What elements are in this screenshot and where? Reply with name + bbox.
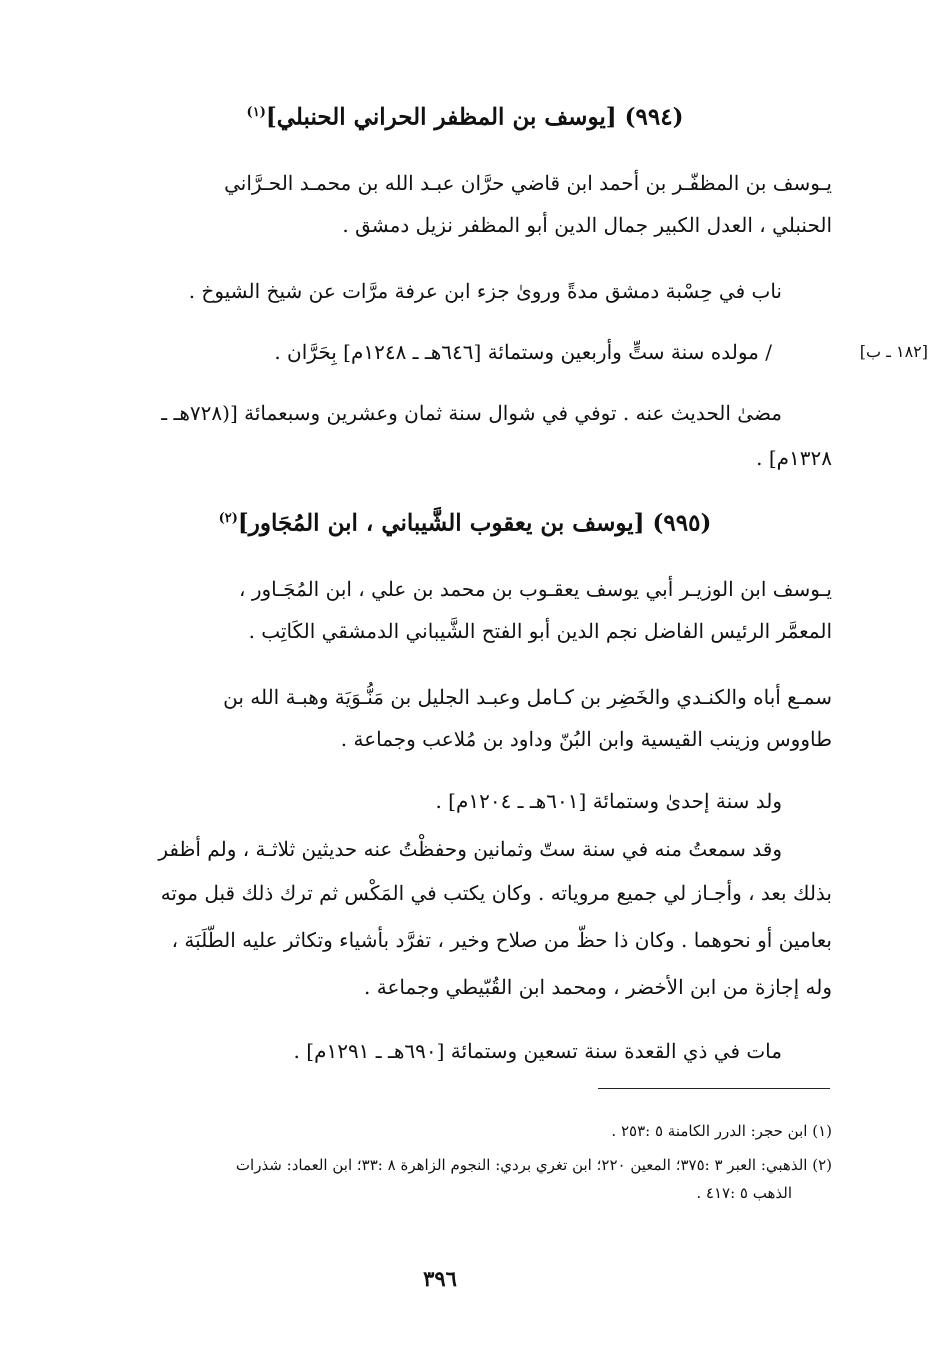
entry-995-paragraph-1-line-1: يـوسف ابن الوزيـر أبي يوسف يعقـوب بن محمد بن علي ، ابن المُجَـاور ،	[239, 577, 832, 601]
entry-994-paragraph-4-line-2: ١٣٢٨م] .	[756, 446, 832, 470]
footnote-separator	[598, 1088, 830, 1089]
entry-995-paragraph-3: ولد سنة إحدىٰ وستمائة [٦٠١هـ ـ ١٢٠٤م] .	[435, 789, 782, 813]
entry-995-paragraph-4-line-4: وله إجازة من ابن الأخضر ، ومحمد ابن القُبّيطي وجماعة .	[364, 975, 832, 999]
margin-folio-note: [١٨٢ ـ ب]	[859, 342, 928, 361]
entry-995-paragraph-4-line-3: بعامين أو نحوهما . وكان ذا حظّ من صلاح وخير ، تفرَّد بأشياء وتكاثر عليه الطَّلَبَة ،	[171, 928, 832, 952]
footnote-1: (١) ابن حجر: الدرر الكامنة ٥ :٢٥٣ .	[611, 1122, 832, 1140]
entry-995-paragraph-5: مات في ذي القعدة سنة تسعين وستمائة [٦٩٠هـ ـ ١٢٩١م] .	[293, 1039, 782, 1063]
entry-995-paragraph-4-line-1: وقد سمعتُ منه في سنة ستّ وثمانين وحفظْتُ عنه حديثين ثلاثـة ، ولم أظفر	[158, 837, 782, 861]
entry-995-heading	[100, 504, 830, 539]
entry-995-paragraph-2-line-2: طاووس وزينب القيسية وابن البُنّ وداود بن مُلاعب وجماعة .	[340, 727, 832, 751]
entry-994-heading	[100, 98, 830, 133]
entry-995-paragraph-1-line-2: المعمَّر الرئيس الفاضل نجم الدين أبو الفتح الشَّيباني الدمشقي الكَاتِب .	[248, 619, 832, 643]
entry-994-paragraph-3: / مولده سنة ستٍّ وأربعين وستمائة [٦٤٦هـ ـ ١٢٤٨م] بِحَرَّان .	[274, 340, 772, 364]
entry-994-paragraph-1-line-1: يـوسف بن المظفّـر بن أحمد ابن قاضي حرَّان عبـد الله بن محمـد الحـرَّاني	[224, 171, 832, 195]
entry-994-paragraph-4-line-1: مضىٰ الحديث عنه . توفي في شوال سنة ثمان وعشرين وسبعمائة [(٧٢٨هـ ـ	[161, 401, 782, 425]
page-number: ٣٩٦	[423, 1266, 457, 1291]
entry-994-paragraph-1-line-2: الحنبلي ، العدل الكبير جمال الدين أبو المظفر نزيل دمشق .	[342, 213, 832, 237]
entry-995-title: (٩٩٥) [يوسف بن يعقوب الشَّيباني ، ابن المُجَاور]	[237, 509, 712, 537]
entry-994-footnote-ref: (١)	[246, 105, 266, 120]
entry-995-paragraph-2-line-1: سمـع أباه والكنـدي والخَضِر بن كـامل وعبـد الجليل بن مَنُّـوَيَة وهبـة الله بن	[223, 685, 832, 709]
entry-994-paragraph-2: ناب في حِسْبة دمشق مدةً وروىٰ جزء ابن عرفة مرَّات عن شيخ الشيوخ .	[188, 279, 782, 303]
footnote-2-line-1: (٢) الذهبي: العبر ٣ :٣٧٥؛ المعين ٢٢٠؛ ابن تغري بردي: النجوم الزاهرة ٨ :٣٣؛ ابن العماد: شذرات	[235, 1156, 832, 1174]
entry-995-footnote-ref: (٢)	[218, 511, 238, 526]
footnote-2-line-2: الذهب ٥ :٤١٧ .	[696, 1184, 792, 1202]
entry-994-title: (٩٩٤) [يوسف بن المظفر الحراني الحنبلي]	[265, 103, 684, 131]
entry-995-paragraph-4-line-2: بذلك بعد ، وأجـاز لي جميع مروياته . وكان يكتب في المَكْس ثم ترك ذلك قبل موته	[160, 881, 832, 905]
